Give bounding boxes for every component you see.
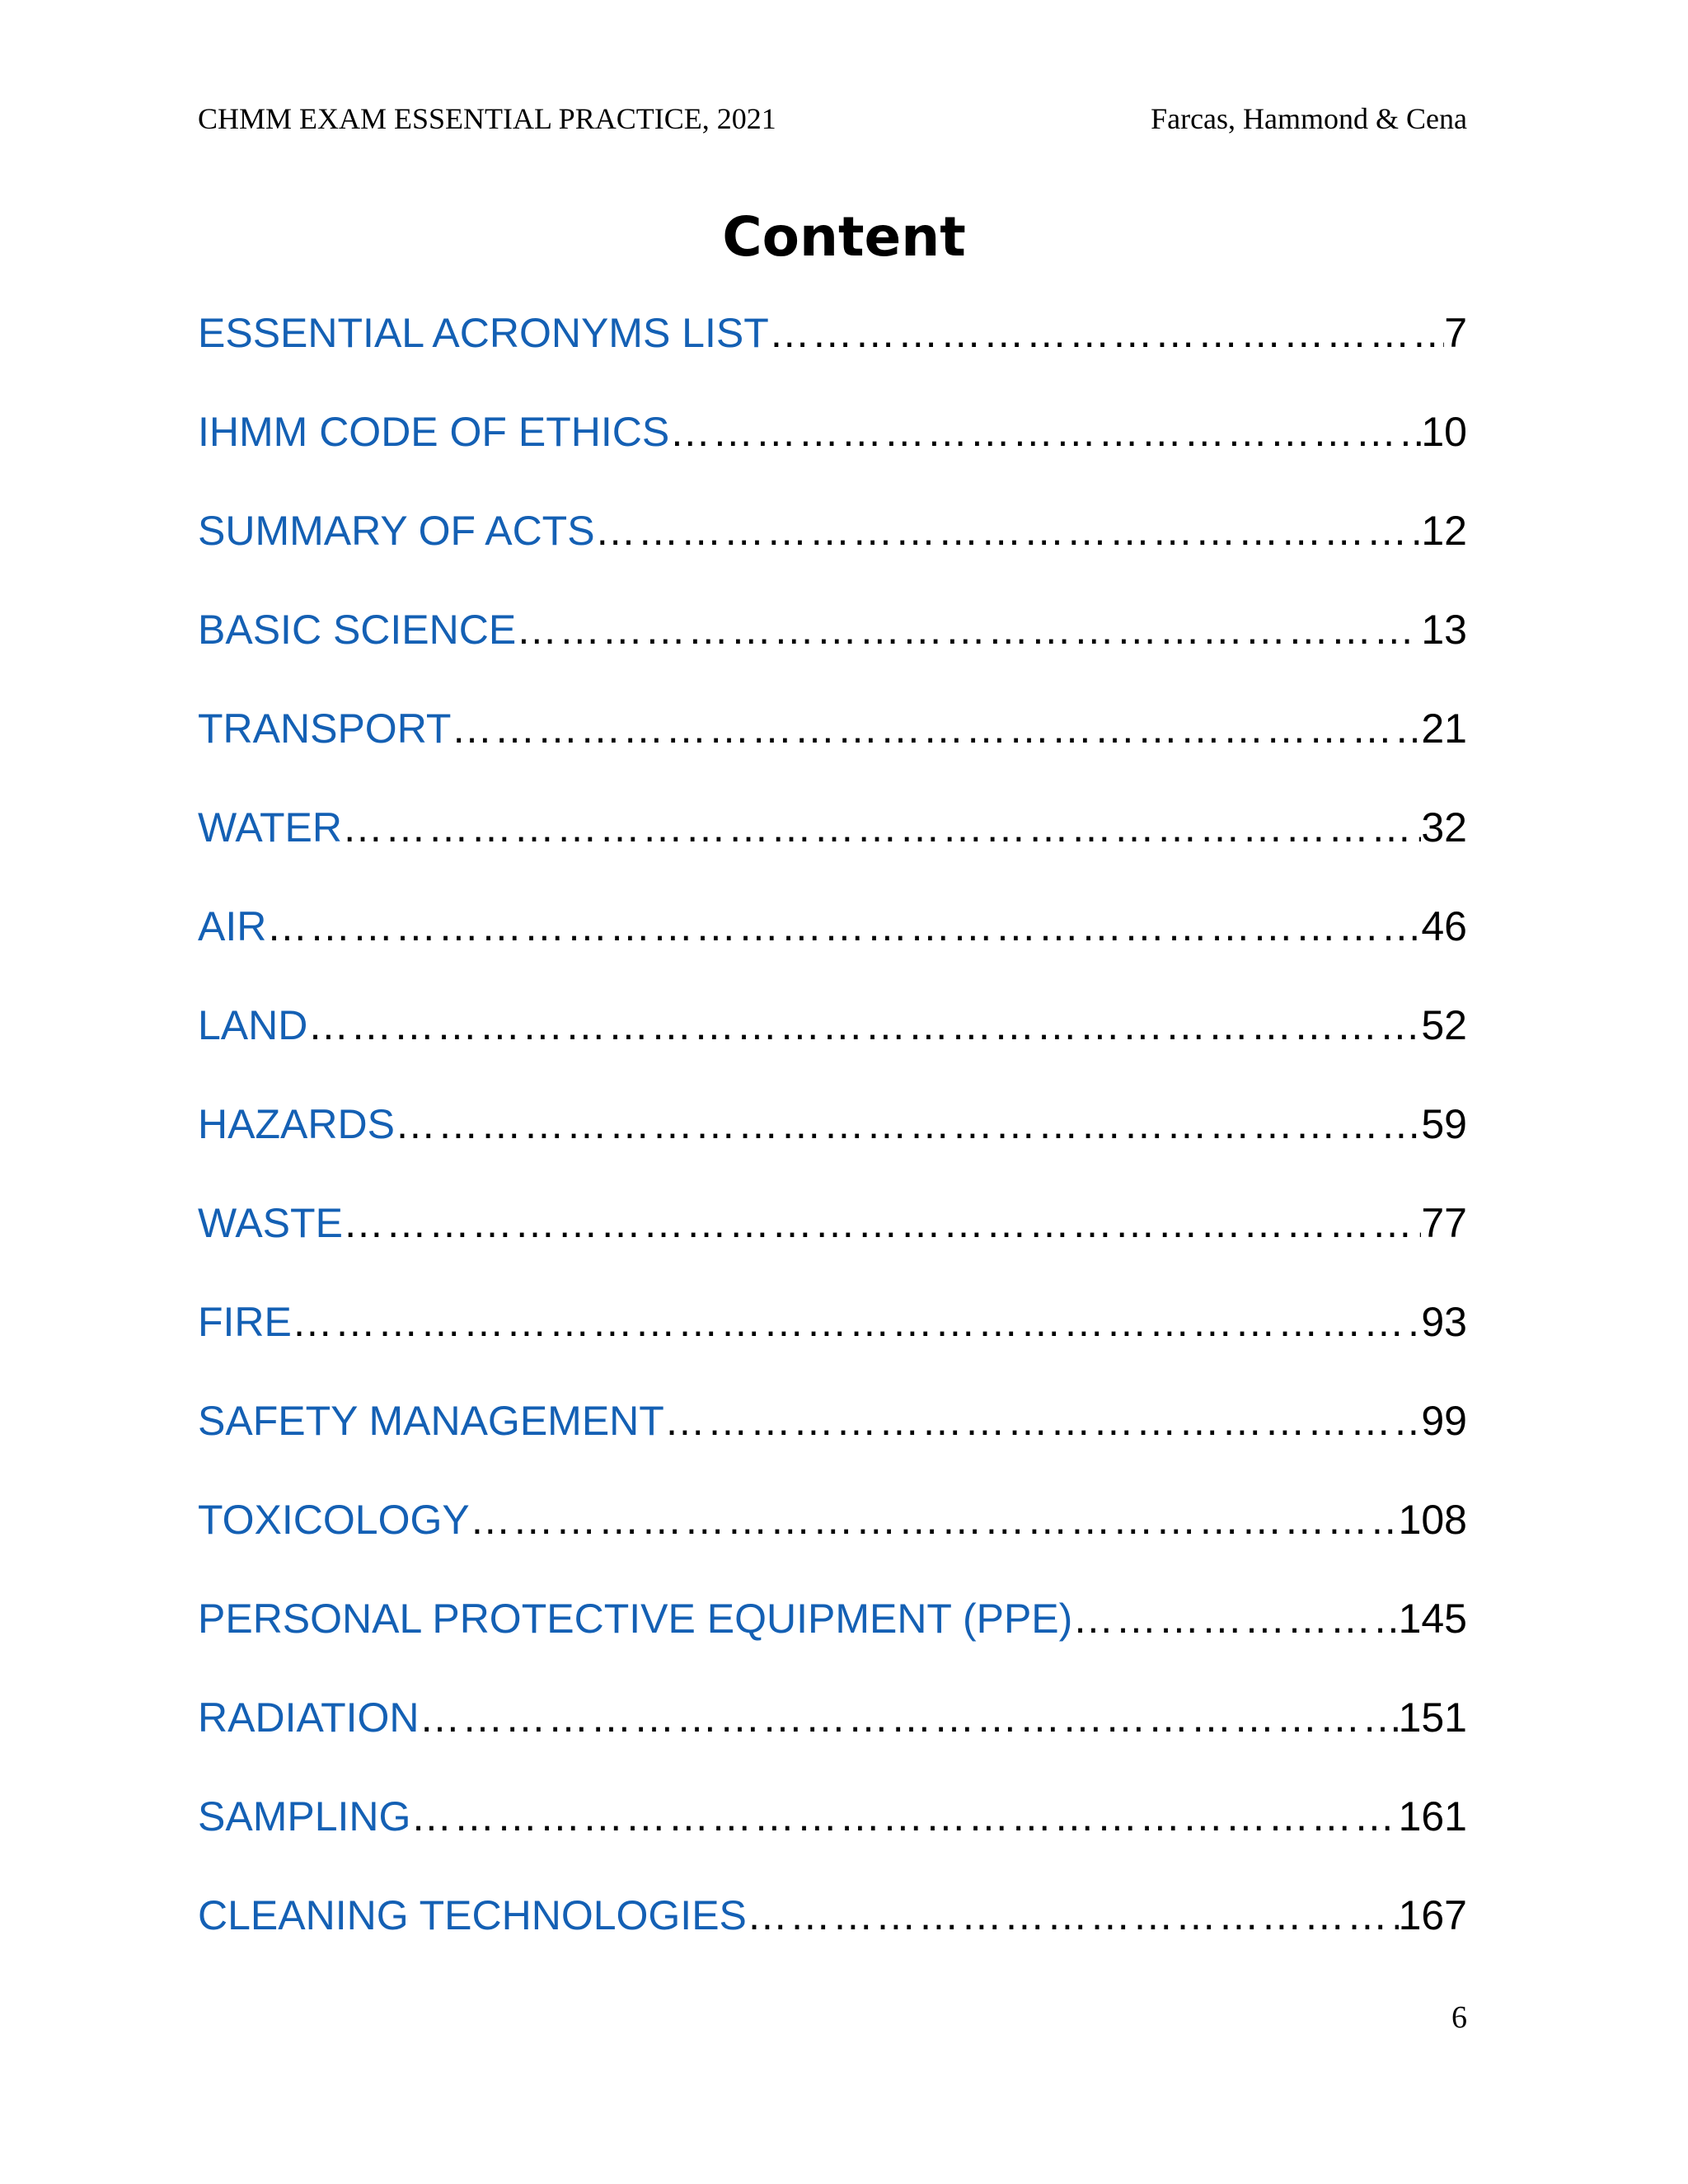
toc-link[interactable]: AIR (198, 903, 267, 949)
toc-page-number: 21 (1421, 705, 1467, 752)
toc-link[interactable]: SAFETY MANAGEMENT (198, 1398, 664, 1444)
dot-leader (342, 801, 1421, 854)
toc-entry-waste[interactable] (198, 1197, 1467, 1296)
toc-link[interactable]: BASIC SCIENCE (198, 607, 517, 653)
toc-link[interactable]: TOXICOLOGY (198, 1497, 470, 1543)
toc-entry-toxicology[interactable] (198, 1493, 1467, 1592)
toc-link[interactable]: ESSENTIAL ACRONYMS LIST (198, 310, 769, 356)
running-header (198, 101, 1467, 137)
dot-leader (595, 504, 1422, 557)
header-authors: Farcas, Hammond & Cena (1151, 102, 1467, 135)
dot-leader (470, 1493, 1399, 1546)
toc-entry-sampling[interactable] (198, 1790, 1467, 1889)
toc-page-number: 12 (1421, 508, 1467, 554)
toc-page-number: 161 (1398, 1793, 1467, 1840)
toc-link[interactable]: IHMM CODE OF ETHICS (198, 409, 670, 455)
toc-page-number: 145 (1398, 1596, 1467, 1642)
toc-link[interactable]: CLEANING TECHNOLOGIES (198, 1892, 747, 1938)
toc-entry-ethics[interactable] (198, 405, 1467, 504)
toc-link[interactable]: FIRE (198, 1299, 292, 1345)
dot-leader (343, 1197, 1421, 1249)
dot-leader (516, 603, 1421, 656)
toc-entry-cleaning-technologies[interactable] (198, 1889, 1467, 1988)
toc-entry-hazards[interactable] (198, 1098, 1467, 1197)
dot-leader (451, 702, 1421, 755)
toc-page-number: 10 (1421, 409, 1467, 455)
table-of-contents (198, 307, 1467, 1988)
toc-link[interactable]: HAZARDS (198, 1101, 395, 1147)
toc-page-number: 7 (1444, 310, 1467, 356)
toc-page-number: 59 (1421, 1101, 1467, 1147)
dot-leader (664, 1394, 1422, 1447)
dot-leader (395, 1098, 1421, 1151)
toc-link[interactable]: WASTE (198, 1200, 343, 1246)
toc-link[interactable]: SAMPLING (198, 1793, 411, 1840)
toc-entry-transport[interactable] (198, 702, 1467, 801)
dot-leader (747, 1889, 1399, 1942)
dot-leader (410, 1790, 1398, 1843)
toc-link[interactable]: RADIATION (198, 1694, 420, 1741)
toc-entry-safety-management[interactable] (198, 1394, 1467, 1493)
dot-leader (769, 307, 1444, 359)
toc-entry-radiation[interactable] (198, 1691, 1467, 1790)
toc-heading: Content (722, 205, 966, 269)
toc-page-number: 32 (1421, 804, 1467, 851)
toc-link[interactable]: LAND (198, 1002, 308, 1048)
toc-entry-acronyms[interactable] (198, 307, 1467, 405)
toc-link[interactable]: PERSONAL PROTECTIVE EQUIPMENT (PPE) (198, 1596, 1073, 1642)
dot-leader (1072, 1592, 1398, 1645)
toc-entry-fire[interactable] (198, 1296, 1467, 1394)
toc-entry-ppe[interactable] (198, 1592, 1467, 1691)
dot-leader (292, 1296, 1421, 1348)
toc-page-number: 46 (1421, 903, 1467, 949)
dot-leader (266, 900, 1421, 953)
dot-leader (307, 999, 1421, 1052)
toc-page-number: 52 (1421, 1002, 1467, 1048)
toc-entry-acts[interactable] (198, 504, 1467, 603)
toc-page-number: 77 (1421, 1200, 1467, 1246)
toc-page-number: 99 (1421, 1398, 1467, 1444)
toc-entry-water[interactable] (198, 801, 1467, 900)
toc-link[interactable]: WATER (198, 804, 342, 851)
toc-link[interactable]: SUMMARY OF ACTS (198, 508, 595, 554)
page-number: 6 (1451, 2000, 1467, 2035)
dot-leader (669, 405, 1421, 458)
toc-page-number: 167 (1398, 1892, 1467, 1938)
toc-page-number: 108 (1398, 1497, 1467, 1543)
dot-leader (420, 1691, 1399, 1744)
toc-entry-air[interactable] (198, 900, 1467, 999)
toc-link[interactable]: TRANSPORT (198, 705, 452, 752)
toc-page-number: 151 (1398, 1694, 1467, 1741)
header-title: CHMM EXAM ESSENTIAL PRACTICE, 2021 (198, 102, 776, 135)
toc-page-number: 93 (1421, 1299, 1467, 1345)
toc-entry-land[interactable] (198, 999, 1467, 1098)
toc-entry-basic-science[interactable] (198, 603, 1467, 702)
toc-page-number: 13 (1421, 607, 1467, 653)
